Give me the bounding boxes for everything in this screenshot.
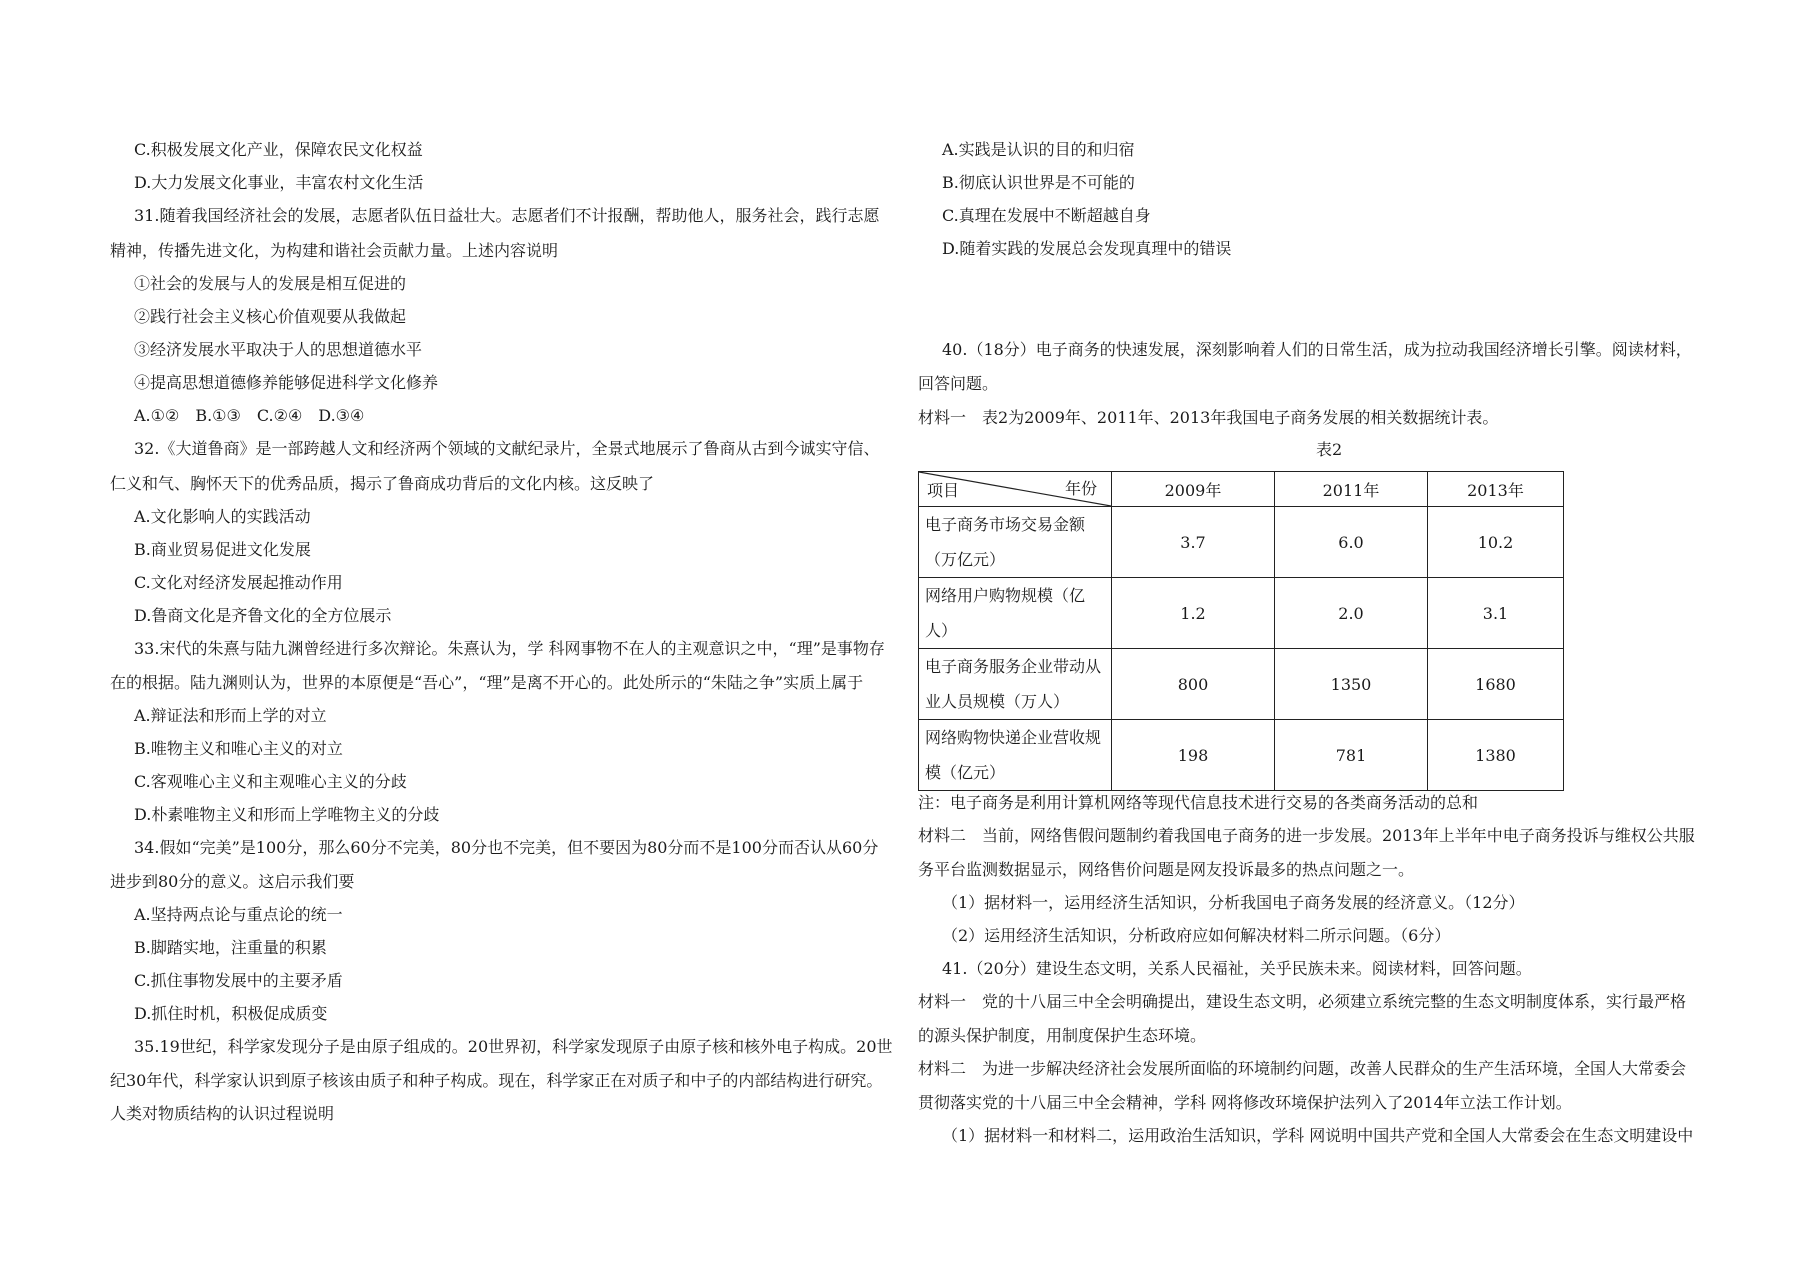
year-header: 2013年 [1428,472,1564,507]
q30-option-d: D.大力发展文化事业，丰富农村文化生活 [134,173,424,192]
q34-option-d: D.抓住时机，积极促成质变 [134,1004,328,1023]
table-row [919,649,1564,720]
q31-stem-line1: 31.随着我国经济社会的发展，志愿者队伍日益壮大。志愿者们不计报酬，帮助他人，服务社会，践行志愿 [134,206,880,225]
table-cell: 198 [1112,720,1275,791]
corner-item-label: 项目 [927,481,960,500]
q33-option-d: D.朴素唯物主义和形而上学唯物主义的分歧 [134,805,440,824]
q31-options: A.①② B.①③ C.②④ D.③④ [134,406,365,425]
q41-material-1-line2: 的源头保护制度，用制度保护生态环境。 [918,1026,1207,1045]
q31-stem-line2: 精神，传播先进文化，为构建和谐社会贡献力量。上述内容说明 [110,241,559,260]
row-label: 电子商务服务企业带动从业人员规模（万人） [919,649,1112,720]
q40-stem-line2: 回答问题。 [918,374,999,393]
q35-stem-line2: 纪30年代，科学家认识到原子核该由质子和种子构成。现在，科学家正在对质子和中子的内部结构进行研究。 [110,1071,883,1090]
material-1-intro: 材料一 表2为2009年、2011年、2013年我国电子商务发展的相关数据统计表。 [918,408,1499,427]
table-cell: 1350 [1275,649,1428,720]
table-cell: 10.2 [1428,507,1564,578]
q41-subquestion-1: （1）据材料一和材料二，运用政治生活知识，学科 网说明中国共产党和全国人大常委会在生态文明建设中 [942,1126,1694,1145]
q32-stem-line2: 仁义和气、胸怀天下的优秀品质，揭示了鲁商成功背后的文化内核。这反映了 [110,474,655,493]
table-cell: 3.7 [1112,507,1275,578]
table-cell: 2.0 [1275,578,1428,649]
q32-option-a: A.文化影响人的实践活动 [134,507,311,526]
q31-statement-1: ①社会的发展与人的发展是相互促进的 [134,274,407,293]
table-cell: 1680 [1428,649,1564,720]
q32-stem-line1: 32.《大道鲁商》是一部跨越人文和经济两个领域的文献纪录片，全景式地展示了鲁商从古到今诚实守信、 [134,439,880,458]
material-2-line2: 务平台监测数据显示，网络售价问题是网友投诉最多的热点问题之一。 [918,860,1415,879]
row-label: 电子商务市场交易金额（万亿元） [919,507,1112,578]
ecommerce-stats-table [918,471,1564,791]
q36-option-d: D.随着实践的发展总会发现真理中的错误 [942,239,1232,258]
q31-statement-3: ③经济发展水平取决于人的思想道德水平 [134,340,423,359]
q36-option-c: C.真理在发展中不断超越自身 [942,206,1151,225]
material-2-line1: 材料二 当前，网络售假问题制约着我国电子商务的进一步发展。2013年上半年中电子商务投诉与维权公共服 [918,826,1695,845]
table-cell: 781 [1275,720,1428,791]
table-corner-cell [919,472,1112,507]
table-cell: 6.0 [1275,507,1428,578]
table-cell: 1.2 [1112,578,1275,649]
q30-option-c: C.积极发展文化产业，保障农民文化权益 [134,140,423,159]
table-header-row [919,472,1564,507]
q31-statement-4: ④提高思想道德修养能够促进科学文化修养 [134,373,439,392]
table-caption: 表2 [1316,440,1343,459]
q40-stem-line1: 40.（18分）电子商务的快速发展，深刻影响着人们的日常生活，成为拉动我国经济增长引擎。阅读材料， [942,340,1692,359]
q40-subquestion-1: （1）据材料一，运用经济生活知识，分析我国电子商务发展的经济意义。（12分） [942,893,1525,912]
q33-stem-line1: 33.宋代的朱熹与陆九渊曾经进行多次辩论。朱熹认为，学 科网事物不在人的主观意识之中，“理”是事物存 [134,639,885,658]
q32-option-b: B.商业贸易促进文化发展 [134,540,311,559]
q41-material-1-line1: 材料一 党的十八届三中全会明确提出，建设生态文明，必须建立系统完整的生态文明制度体系，实行最严格 [918,992,1687,1011]
q41-material-2-line1: 材料二 为进一步解决经济社会发展所面临的环境制约问题，改善人民群众的生产生活环境，全国人大常委会 [918,1059,1687,1078]
q34-option-c: C.抓住事物发展中的主要矛盾 [134,971,343,990]
q35-stem-line1: 35.19世纪，科学家发现分子是由原子组成的。20世界初，科学家发现原子由原子核和核外电子构成。20世 [134,1037,893,1056]
q33-option-b: B.唯物主义和唯心主义的对立 [134,739,343,758]
q34-option-b: B.脚踏实地，注重量的积累 [134,938,327,957]
q35-stem-line3: 人类对物质结构的认识过程说明 [110,1104,335,1123]
table-cell: 3.1 [1428,578,1564,649]
q32-option-c: C.文化对经济发展起推动作用 [134,573,343,592]
q36-option-b: B.彻底认识世界是不可能的 [942,173,1135,192]
q33-option-a: A.辩证法和形而上学的对立 [134,706,327,725]
row-label: 网络购物快递企业营收规模（亿元） [919,720,1112,791]
table-row [919,507,1564,578]
q34-option-a: A.坚持两点论与重点论的统一 [134,905,343,924]
q41-material-2-line2: 贯彻落实党的十八届三中全会精神，学科 网将修改环境保护法列入了2014年立法工作计划。 [918,1093,1572,1112]
q40-subquestion-2: （2）运用经济生活知识，分析政府应如何解决材料二所示问题。（6分） [942,926,1451,945]
year-header: 2011年 [1275,472,1428,507]
q31-statement-2: ②践行社会主义核心价值观要从我做起 [134,307,407,326]
table-cell: 800 [1112,649,1275,720]
corner-year-label: 年份 [1064,479,1097,498]
table-row [919,720,1564,791]
year-header: 2009年 [1112,472,1275,507]
q34-stem-line1: 34.假如“完美”是100分，那么60分不完美，80分也不完美，但不要因为80分而不是100分而否认从60分 [134,838,879,857]
q33-stem-line2: 在的根据。陆九渊则认为，世界的本原便是“吾心”，“理”是离不开心的。此处所示的“朱陆之争”实质上属于 [110,673,864,692]
q34-stem-line2: 进步到80分的意义。这启示我们要 [110,872,355,891]
q36-option-a: A.实践是认识的目的和归宿 [942,140,1135,159]
table-cell: 1380 [1428,720,1564,791]
table-row [919,578,1564,649]
q41-stem: 41.（20分）建设生态文明，关系人民福祉，关乎民族未来。阅读材料，回答问题。 [942,959,1532,978]
table-note: 注：电子商务是利用计算机网络等现代信息技术进行交易的各类商务活动的总和 [918,793,1479,812]
row-label: 网络用户购物规模（亿人） [919,578,1112,649]
q32-option-d: D.鲁商文化是齐鲁文化的全方位展示 [134,606,392,625]
q33-option-c: C.客观唯心主义和主观唯心主义的分歧 [134,772,407,791]
